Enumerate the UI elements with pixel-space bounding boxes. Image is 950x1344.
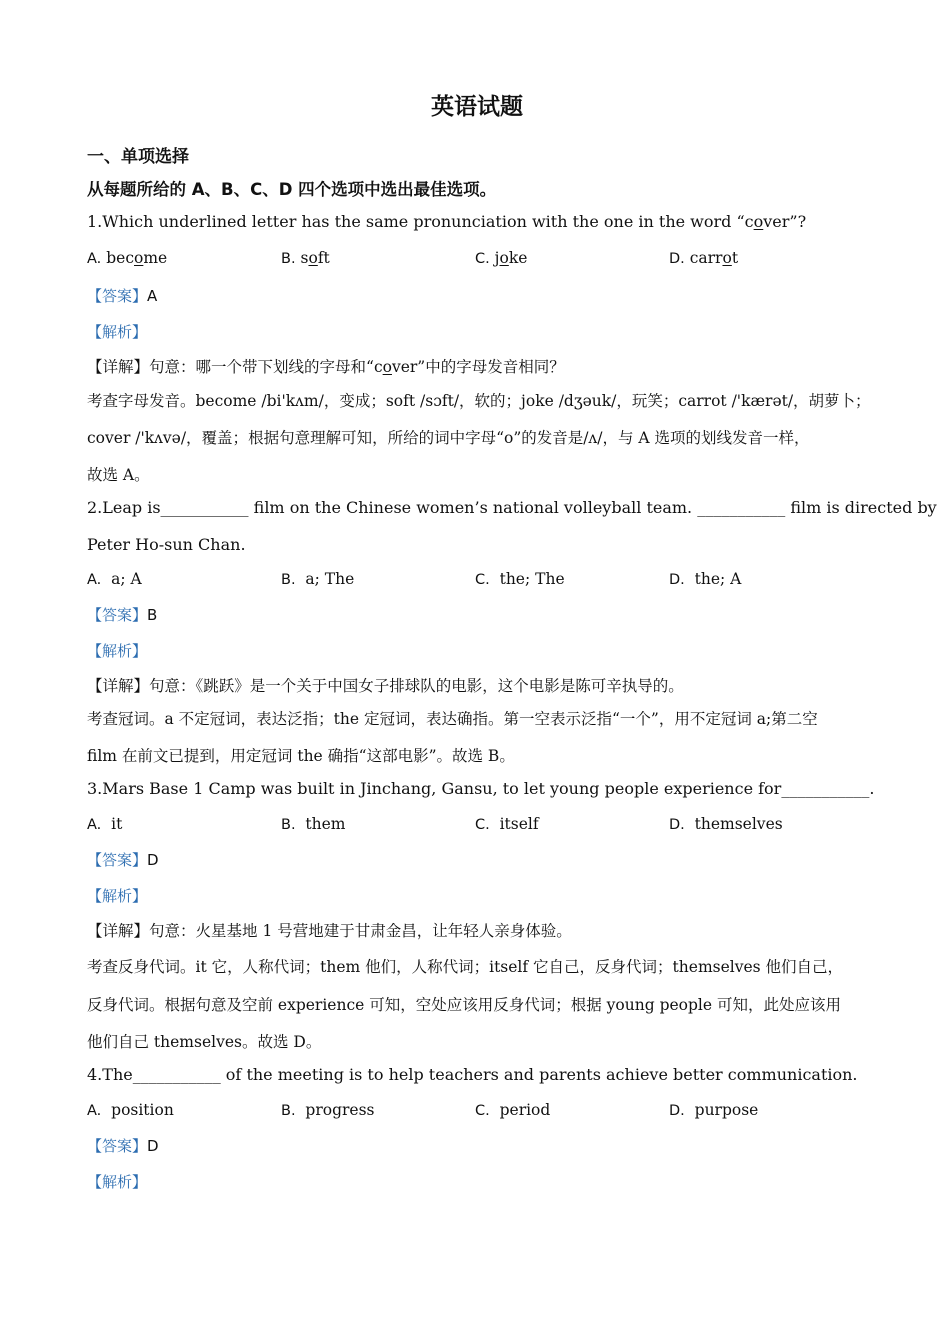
question-1-options	[87, 249, 867, 271]
option-d[interactable]: D. the; A	[669, 570, 742, 588]
question-2-answer: 【答案】B	[87, 606, 158, 624]
question-3-explanation-line: 他们自己 themselves。故选 D。	[87, 1033, 322, 1051]
option-c[interactable]: C. joke	[475, 249, 528, 267]
question-3-stem: 3.Mars Base 1 Camp was built in Jinchang, Gansu, to let young people experience for___________.	[87, 779, 875, 798]
option-d[interactable]: D. carrot	[669, 249, 739, 267]
question-3-explanation-line: 反身代词。根据句意及空前 experience 可知，空处应该用反身代词；根据 young people 可知，此处应该用	[87, 996, 841, 1014]
question-2-explanation-line: 考查冠词。a 不定冠词，表达泛指；the 定冠词，表达确指。第一空表示泛指“一个”，用不定冠词 a;第二空	[87, 710, 818, 728]
option-a[interactable]: A. position	[87, 1101, 174, 1119]
question-2-explanation-line: film 在前文已提到，用定冠词 the 确指“这部电影”。故选 B。	[87, 747, 515, 765]
question-2-stem: 2.Leap is___________ film on the Chinese women’s national volleyball team. ___________ film is directed by	[87, 498, 937, 517]
question-2-stem-continued: Peter Ho-sun Chan.	[87, 535, 246, 554]
question-4-stem: 4.The___________ of the meeting is to help teachers and parents achieve better communication.	[87, 1065, 858, 1084]
question-1-explanation-line: cover /'kʌvə/，覆盖；根据句意理解可知，所给的词中字母“o”的发音是/ʌ/，与 A 选项的划线发音一样，	[87, 429, 810, 447]
option-a[interactable]: A. it	[87, 815, 123, 833]
question-3-explanation-line: 考查反身代词。it 它，人称代词；them 他们，人称代词；itself 它自己，反身代词；themselves 他们自己，	[87, 958, 844, 976]
question-1-explanation-line: 故选 A。	[87, 466, 150, 484]
option-a[interactable]: A. a; A	[87, 570, 142, 588]
question-1-explanation-line: 考查字母发音。become /bi'kʌm/，变成；soft /sɔft/，软的；joke /dʒəuk/，玩笑；carrot /'kærət/，胡萝卜；	[87, 392, 871, 410]
question-3-options	[87, 815, 867, 837]
question-2-analysis-label: 【解析】	[87, 642, 148, 660]
option-c[interactable]: C. itself	[475, 815, 539, 833]
question-4-answer: 【答案】D	[87, 1137, 159, 1155]
option-d[interactable]: D. purpose	[669, 1101, 759, 1119]
question-4-analysis-label: 【解析】	[87, 1173, 148, 1191]
option-b[interactable]: B. progress	[281, 1101, 375, 1119]
question-3-answer: 【答案】D	[87, 851, 159, 869]
question-4-options	[87, 1101, 867, 1123]
question-2-options	[87, 570, 867, 592]
section-instruction: 从每题所给的 A、B、C、D 四个选项中选出最佳选项。	[87, 180, 497, 199]
option-d[interactable]: D. themselves	[669, 815, 783, 833]
option-c[interactable]: C. period	[475, 1101, 551, 1119]
question-2-detail: 【详解】句意：《跳跃》是一个关于中国女子排球队的电影，这个电影是陈可辛执导的。	[87, 677, 684, 695]
option-b[interactable]: B. them	[281, 815, 346, 833]
option-c[interactable]: C. the; The	[475, 570, 565, 588]
question-1-stem: 1.Which underlined letter has the same pronunciation with the one in the word “cover”?	[87, 212, 807, 231]
question-1-answer: 【答案】A	[87, 287, 158, 305]
option-b[interactable]: B. a; The	[281, 570, 355, 588]
section-heading: 一、单项选择	[87, 147, 189, 167]
question-1-analysis-label: 【解析】	[87, 323, 148, 341]
question-3-analysis-label: 【解析】	[87, 887, 148, 905]
question-3-detail: 【详解】句意：火星基地 1 号营地建于甘肃金昌，让年轻人亲身体验。	[87, 922, 572, 940]
option-b[interactable]: B. soft	[281, 249, 330, 267]
option-a[interactable]: A. become	[87, 249, 168, 267]
question-1-detail: 【详解】句意：哪一个带下划线的字母和“cover”中的字母发音相同？	[87, 358, 565, 376]
document-title: 英语试题	[431, 93, 523, 120]
